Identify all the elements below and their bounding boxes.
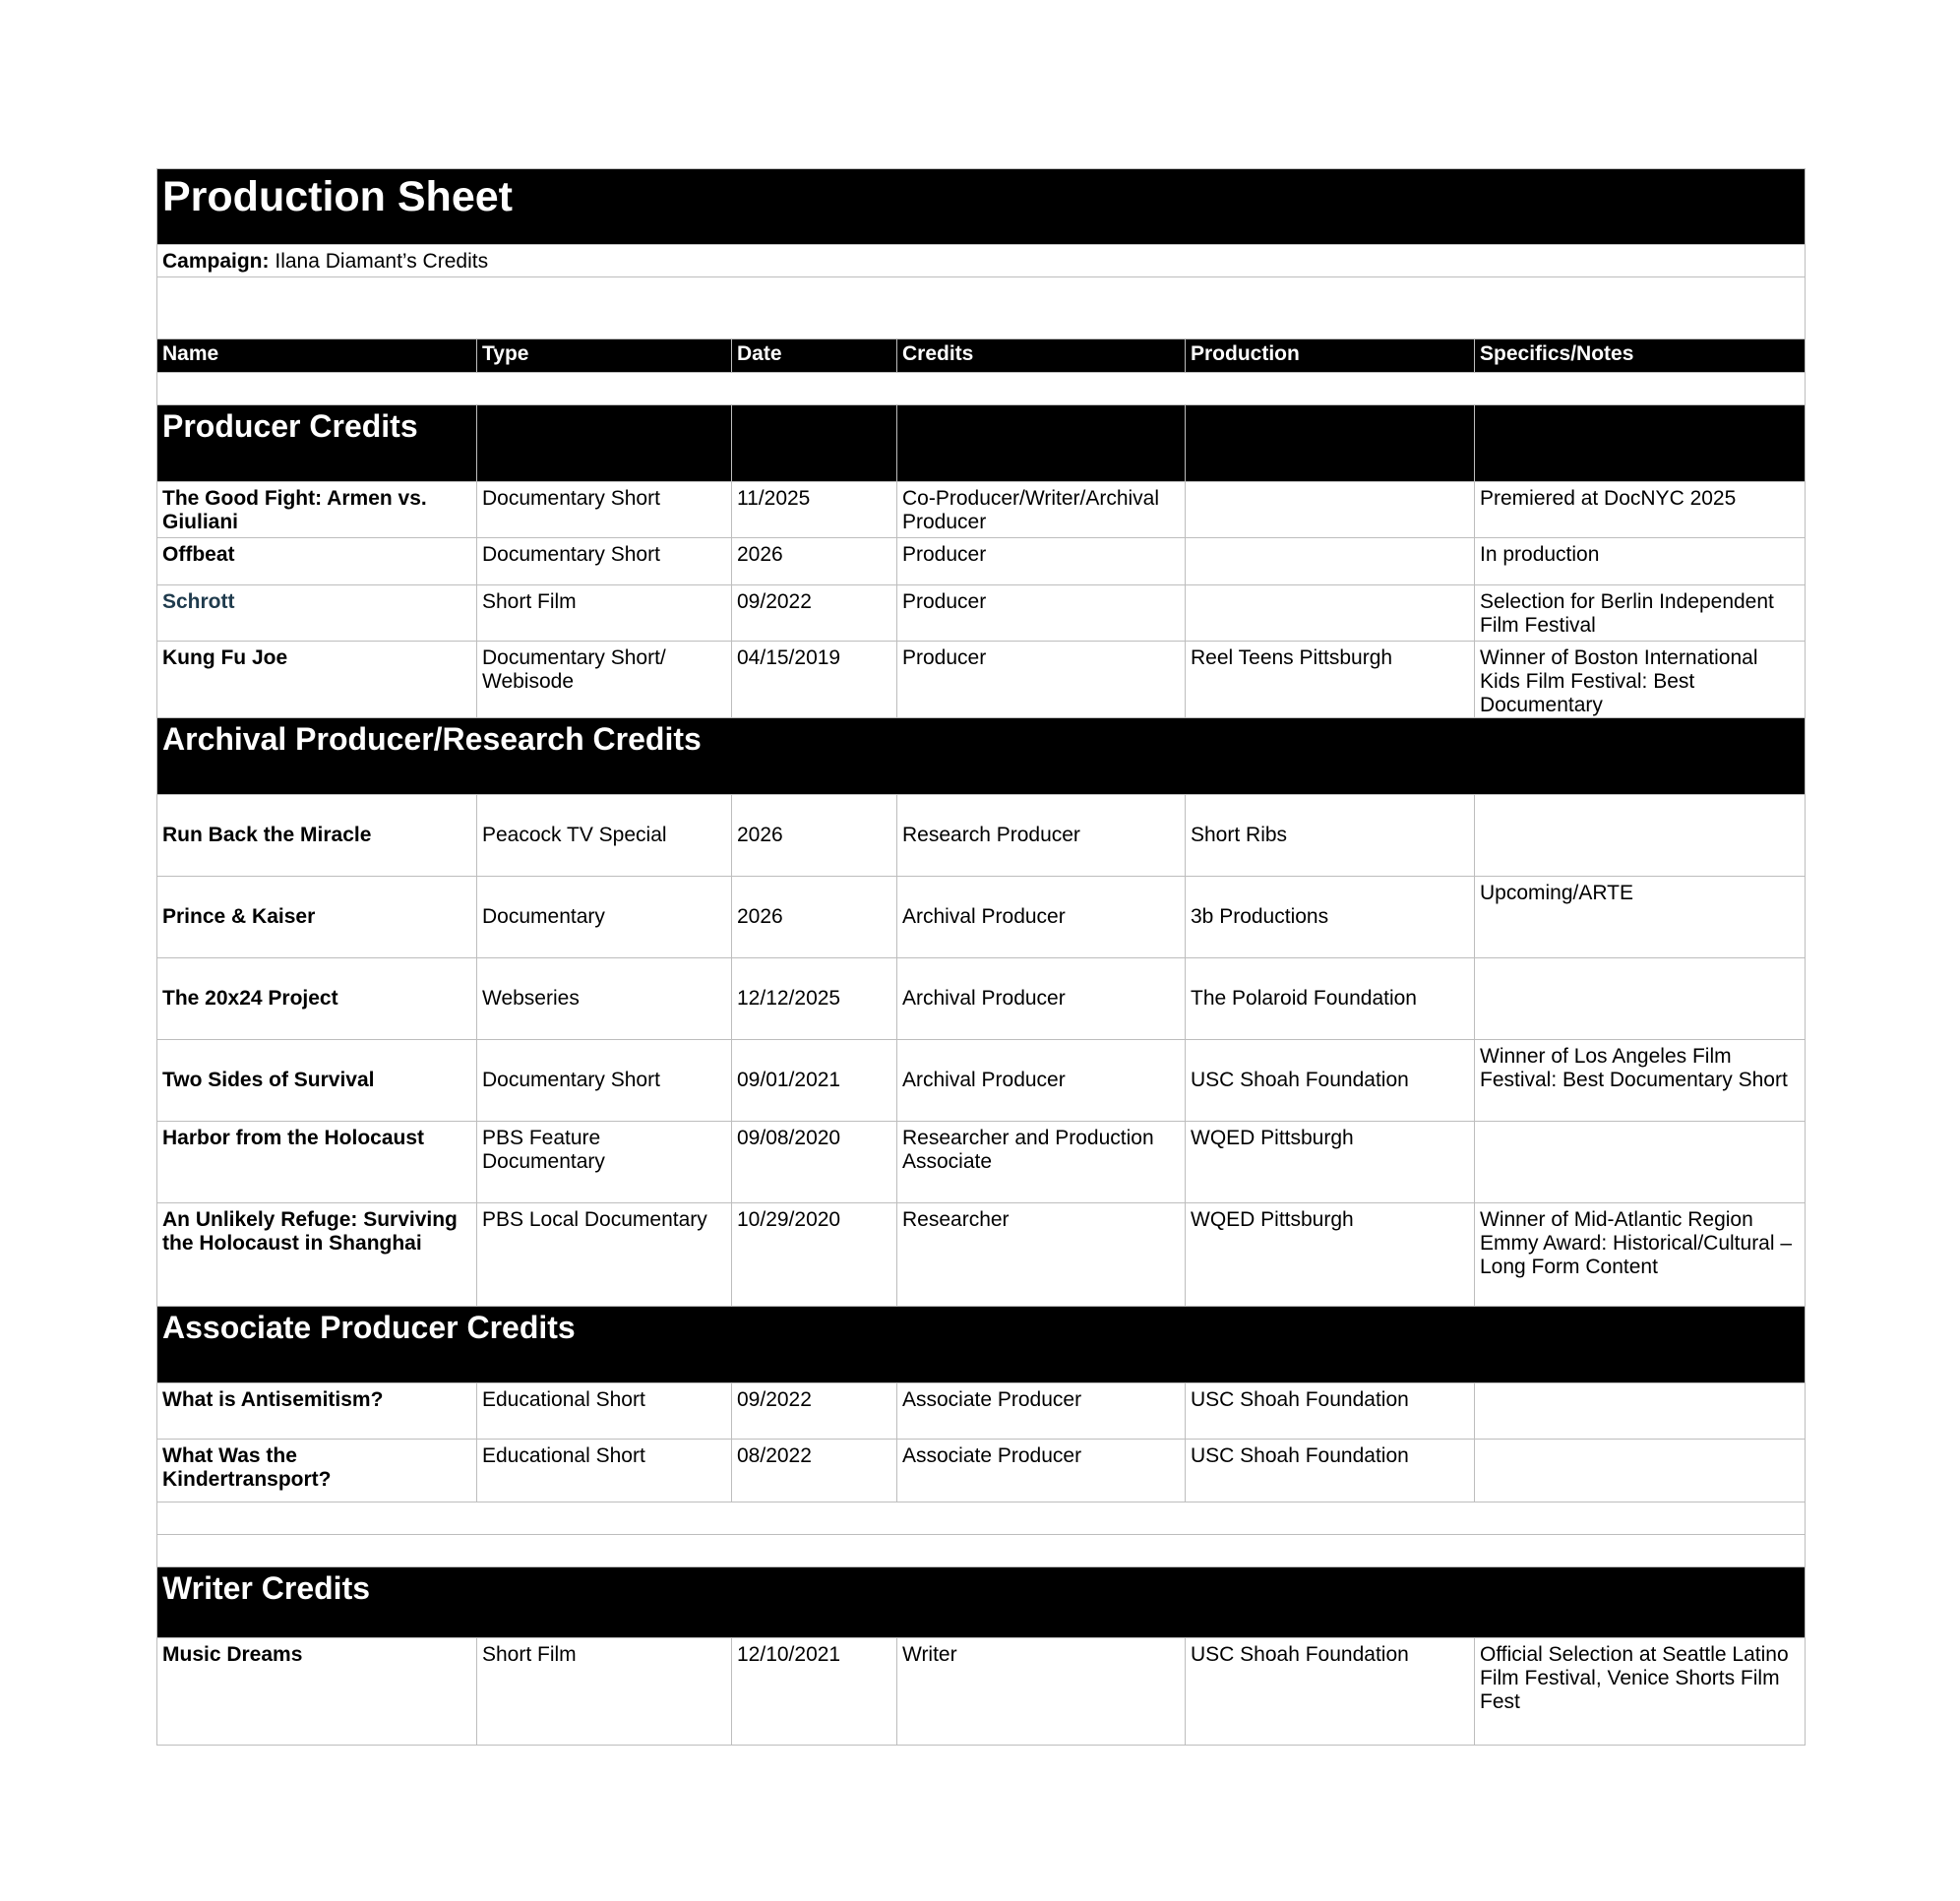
credit-role: Producer <box>897 538 1186 585</box>
spacer-row <box>157 1502 1806 1535</box>
page-title: Production Sheet <box>157 169 1806 245</box>
credit-type: Educational Short <box>477 1383 732 1440</box>
credit-date: 08/2022 <box>732 1440 897 1502</box>
credit-name: Kung Fu Joe <box>157 642 477 718</box>
table-row <box>157 538 1806 585</box>
credit-notes: Official Selection at Seattle Latino Film Festival, Venice Shorts Film Fest <box>1475 1638 1806 1746</box>
credit-notes: Winner of Boston International Kids Film Festival: Best Documentary <box>1475 642 1806 718</box>
credit-date: 09/2022 <box>732 1383 897 1440</box>
section-heading-row <box>157 718 1806 795</box>
credit-type: Documentary Short <box>477 482 732 538</box>
credit-notes: Upcoming/ARTE <box>1475 877 1806 958</box>
credit-production <box>1186 538 1475 585</box>
credit-notes <box>1475 1383 1806 1440</box>
table-row <box>157 877 1806 958</box>
credit-role: Archival Producer <box>897 877 1186 958</box>
credit-name: Music Dreams <box>157 1638 477 1746</box>
credit-name: What Was the Kindertransport? <box>157 1440 477 1502</box>
credit-notes <box>1475 795 1806 877</box>
credit-role: Research Producer <box>897 795 1186 877</box>
credit-production <box>1186 585 1475 642</box>
credit-date: 2026 <box>732 538 897 585</box>
credit-production: USC Shoah Foundation <box>1186 1040 1475 1122</box>
credit-date: 10/29/2020 <box>732 1203 897 1307</box>
credit-production: USC Shoah Foundation <box>1186 1383 1475 1440</box>
credit-type: Webseries <box>477 958 732 1040</box>
table-row <box>157 1203 1806 1307</box>
column-header: Name <box>157 339 477 373</box>
credit-role: Producer <box>897 642 1186 718</box>
credit-production: The Polaroid Foundation <box>1186 958 1475 1040</box>
column-header-row <box>157 339 1806 373</box>
credit-type: Educational Short <box>477 1440 732 1502</box>
credit-notes: Selection for Berlin Independent Film Festival <box>1475 585 1806 642</box>
credit-type: Documentary Short/ Webisode <box>477 642 732 718</box>
section-heading-row <box>157 1567 1806 1638</box>
credit-type: Documentary Short <box>477 538 732 585</box>
production-sheet-table <box>156 168 1806 1746</box>
credit-name: Offbeat <box>157 538 477 585</box>
campaign-line <box>157 245 1806 277</box>
credit-notes: In production <box>1475 538 1806 585</box>
campaign-value: Ilana Diamant’s Credits <box>275 250 489 273</box>
table-row <box>157 1383 1806 1440</box>
credit-role: Associate Producer <box>897 1383 1186 1440</box>
spacer-row <box>157 1535 1806 1567</box>
credit-name: What is Antisemitism? <box>157 1383 477 1440</box>
section-heading-row <box>157 1307 1806 1383</box>
table-row <box>157 585 1806 642</box>
campaign-label: Campaign: <box>162 250 270 273</box>
credit-role: Archival Producer <box>897 958 1186 1040</box>
credit-name: Schrott <box>157 585 477 642</box>
credit-production: USC Shoah Foundation <box>1186 1440 1475 1502</box>
section-heading-row <box>157 405 1806 482</box>
column-header: Date <box>732 339 897 373</box>
column-header: Specifics/Notes <box>1475 339 1806 373</box>
table-row <box>157 795 1806 877</box>
credit-notes: Winner of Los Angeles Film Festival: Best Documentary Short <box>1475 1040 1806 1122</box>
section-heading: Associate Producer Credits <box>157 1307 1806 1383</box>
table-row <box>157 1440 1806 1502</box>
credit-production: WQED Pittsburgh <box>1186 1122 1475 1203</box>
credit-notes <box>1475 958 1806 1040</box>
section-heading: Writer Credits <box>157 1567 1806 1638</box>
credit-type: Documentary Short <box>477 1040 732 1122</box>
section-heading: Producer Credits <box>157 405 477 482</box>
table-row <box>157 958 1806 1040</box>
table-row <box>157 1638 1806 1746</box>
credit-role: Producer <box>897 585 1186 642</box>
credit-name: Two Sides of Survival <box>157 1040 477 1122</box>
credit-date: 2026 <box>732 877 897 958</box>
credit-type: Documentary <box>477 877 732 958</box>
credit-date: 11/2025 <box>732 482 897 538</box>
credit-production: Short Ribs <box>1186 795 1475 877</box>
credit-type: Peacock TV Special <box>477 795 732 877</box>
credit-date: 12/10/2021 <box>732 1638 897 1746</box>
credit-role: Researcher <box>897 1203 1186 1307</box>
credit-date: 12/12/2025 <box>732 958 897 1040</box>
credit-notes <box>1475 1122 1806 1203</box>
section-heading: Archival Producer/Research Credits <box>157 718 1806 795</box>
credit-type: Short Film <box>477 1638 732 1746</box>
credit-type: Short Film <box>477 585 732 642</box>
credit-name: Harbor from the Holocaust <box>157 1122 477 1203</box>
credit-date: 09/2022 <box>732 585 897 642</box>
credit-date: 09/08/2020 <box>732 1122 897 1203</box>
credit-role: Researcher and Production Associate <box>897 1122 1186 1203</box>
credit-date: 04/15/2019 <box>732 642 897 718</box>
table-row <box>157 1122 1806 1203</box>
credit-production: Reel Teens Pittsburgh <box>1186 642 1475 718</box>
credit-role: Archival Producer <box>897 1040 1186 1122</box>
credit-notes: Premiered at DocNYC 2025 <box>1475 482 1806 538</box>
credit-production: USC Shoah Foundation <box>1186 1638 1475 1746</box>
credit-date: 09/01/2021 <box>732 1040 897 1122</box>
credit-notes: Winner of Mid-Atlantic Region Emmy Award: Historical/Cultural – Long Form Content <box>1475 1203 1806 1307</box>
credit-role: Associate Producer <box>897 1440 1186 1502</box>
column-header: Type <box>477 339 732 373</box>
spacer-row <box>157 277 1806 339</box>
column-header: Credits <box>897 339 1186 373</box>
credit-name: An Unlikely Refuge: Surviving the Holocaust in Shanghai <box>157 1203 477 1307</box>
credit-production <box>1186 482 1475 538</box>
table-row <box>157 1040 1806 1122</box>
credit-name: The 20x24 Project <box>157 958 477 1040</box>
credit-type: PBS Feature Documentary <box>477 1122 732 1203</box>
credit-name: Run Back the Miracle <box>157 795 477 877</box>
credit-name: Prince & Kaiser <box>157 877 477 958</box>
column-header: Production <box>1186 339 1475 373</box>
credit-name: The Good Fight: Armen vs. Giuliani <box>157 482 477 538</box>
spacer-row <box>157 373 1806 405</box>
credit-role: Writer <box>897 1638 1186 1746</box>
table-row <box>157 482 1806 538</box>
credit-date: 2026 <box>732 795 897 877</box>
table-row <box>157 642 1806 718</box>
credit-production: WQED Pittsburgh <box>1186 1203 1475 1307</box>
credit-role: Co-Producer/Writer/Archival Producer <box>897 482 1186 538</box>
credit-notes <box>1475 1440 1806 1502</box>
credit-production: 3b Productions <box>1186 877 1475 958</box>
credit-type: PBS Local Documentary <box>477 1203 732 1307</box>
